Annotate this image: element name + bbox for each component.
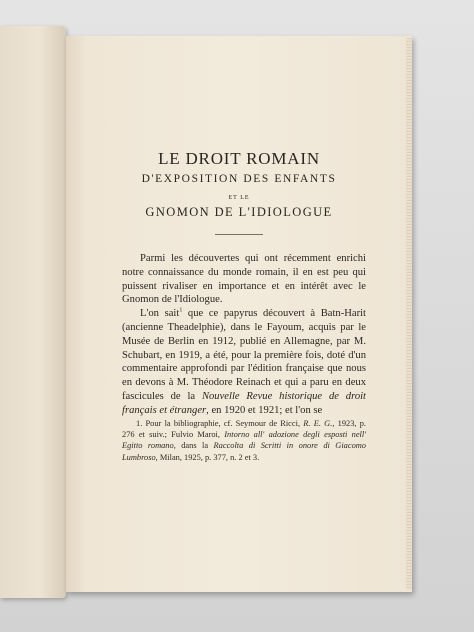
title-line-2: D'EXPOSITION DES ENFANTS xyxy=(141,173,337,185)
footnote-part-1: 1. Pour la bibliographie, cf. Seymour de Ricci, xyxy=(136,419,304,428)
body-text xyxy=(122,252,366,418)
footnote-marker: 1 xyxy=(179,307,183,314)
footnote-part-7: , Milan, 1925, p. 377, n. 2 et 3. xyxy=(155,452,260,462)
footnote-part-6: Raccolta di Scritti in onore di Giacomo Lumbroso xyxy=(122,441,366,462)
paragraph-2-middle: que ce papyrus découvert à Batn-Harit (ancienne Theadelphie), dans le Fayoum, acquis par le Musée de Berlin en 1912, publié en Allemagne, par M. Schubart, en 1919, a été, pour la première fois, doté d'un commentaire approfondi par l'édition française que nous en devons à M. Théodore Reinach et qui a paru en deux fascicules de la xyxy=(122,308,366,402)
footnote-text xyxy=(122,418,366,463)
title-divider xyxy=(215,234,263,235)
left-page xyxy=(0,26,66,598)
title-line-3: GNOMON DE L'IDIOLOGUE xyxy=(145,205,333,219)
paragraph-2 xyxy=(122,307,366,417)
footnote-part-3: , 1923, p. 276 et suiv.; Fulvio Maroi, xyxy=(122,419,366,440)
page-fore-edge xyxy=(406,38,412,590)
footnote-part-5: , dans la xyxy=(173,441,214,451)
journal-title: Nouvelle Revue historique de droit français et étranger xyxy=(122,390,366,416)
paragraph-1: Parmi les découvertes qui ont récemment enrichi notre connaissance du monde romain, il en est peu qui puissent rivaliser en importance et en intérêt avec le Gnomon de l'Idiologue. xyxy=(122,253,366,306)
paragraph-2-start: L'on sait xyxy=(140,308,180,320)
title-conjunction: ET LE xyxy=(228,195,250,201)
title-block xyxy=(66,148,412,235)
paragraph-2-end: , en 1920 et 1921; et l'on se xyxy=(206,404,323,416)
footnote-part-4: Intorno all' adozione degli esposti nell' Egitto romano xyxy=(122,430,366,451)
title-line-1: LE DROIT ROMAIN xyxy=(158,149,320,168)
footnote-part-2: R. E. G. xyxy=(303,419,333,428)
footnote xyxy=(122,418,366,463)
